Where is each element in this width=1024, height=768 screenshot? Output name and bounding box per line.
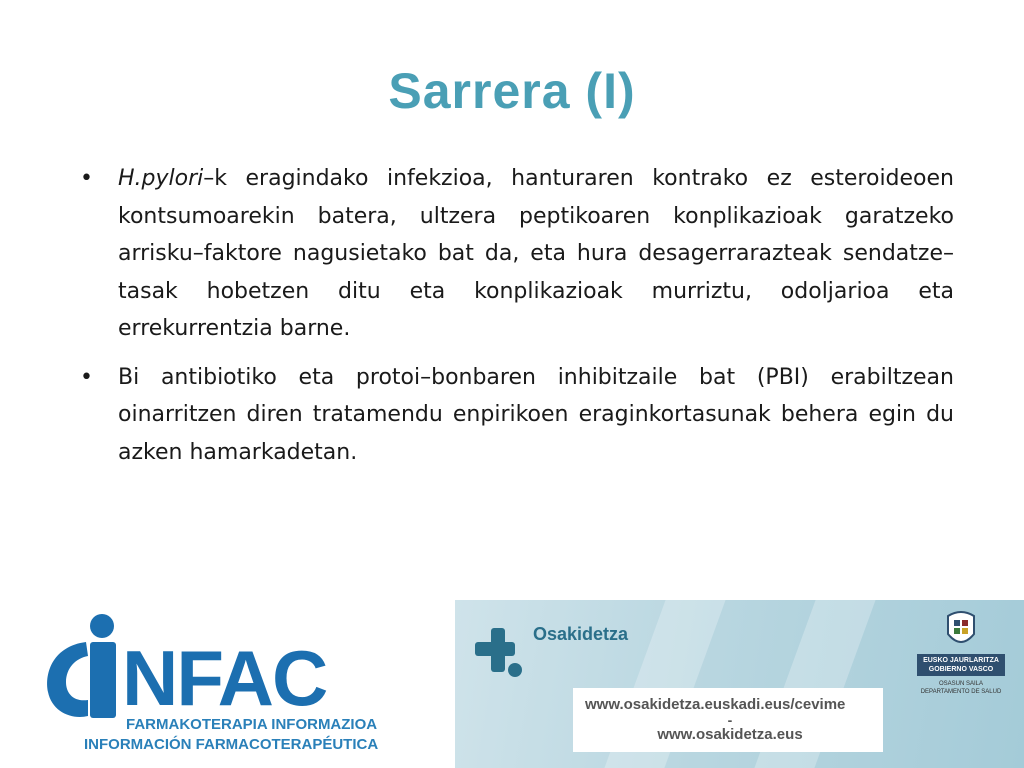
bullet-text: Bi antibiotiko eta protoi–bonbaren inhibitzaile bat (PBI) erabiltzean oinarritzen diren tratamendu enpirikoen eraginkortasunak behera egin du azken hamarkadetan. [118, 364, 954, 465]
bullet-text: –k eragindako infekzioa, hanturaren kontrako ez esteroideoen kontsumoarekin batera, ultzera peptikoaren konplikazioak garatzeko arrisku–faktore nagusietako bat da, eta hura desagerrarazteak sendatze–tasak hobetzen ditu eta konplikazioak murriztu, odoljarioa eta errekurrentzia barne. [118, 166, 954, 341]
infac-subtitle-eu: FARMAKOTERAPIA INFORMAZIOA [126, 716, 378, 733]
slide-title: Sarrera (I) [388, 63, 636, 119]
gov-label-es: GOBIERNO VASCO [928, 666, 994, 673]
bullet-item [80, 160, 954, 348]
bullet-list [80, 160, 954, 482]
basque-government-seal-icon [938, 608, 984, 652]
gov-department [917, 680, 1005, 696]
url-osakidetza: www.osakidetza.eus [657, 726, 803, 743]
bullet-item [80, 359, 954, 472]
basque-government-logo [917, 608, 1005, 696]
gov-label-eu: EUSKO JAURLARITZA [923, 657, 999, 664]
bullet-marker: • [80, 166, 93, 191]
url-box [573, 688, 883, 752]
bullet-lead-italic: H.pylori [118, 166, 204, 191]
footer-banner [455, 600, 1024, 768]
osakidetza-cross-icon [469, 622, 529, 682]
url-cevime: www.osakidetza.euskadi.eus/cevime [585, 696, 846, 713]
infac-wordmark: NFAC [122, 634, 327, 722]
gov-sub-eu: OSASUN SAILA [938, 681, 983, 687]
gov-label [917, 654, 1005, 676]
osakidetza-brand: Osakidetza [533, 624, 629, 644]
infac-logo [44, 612, 384, 762]
infac-subtitle-es: INFORMACIÓN FARMACOTERAPÉUTICA [84, 736, 379, 753]
bullet-marker: • [80, 364, 93, 390]
url-separator: - [727, 712, 733, 728]
gov-sub-es: DEPARTAMENTO DE SALUD [920, 689, 1002, 695]
infac-i-mark-icon [44, 612, 128, 722]
